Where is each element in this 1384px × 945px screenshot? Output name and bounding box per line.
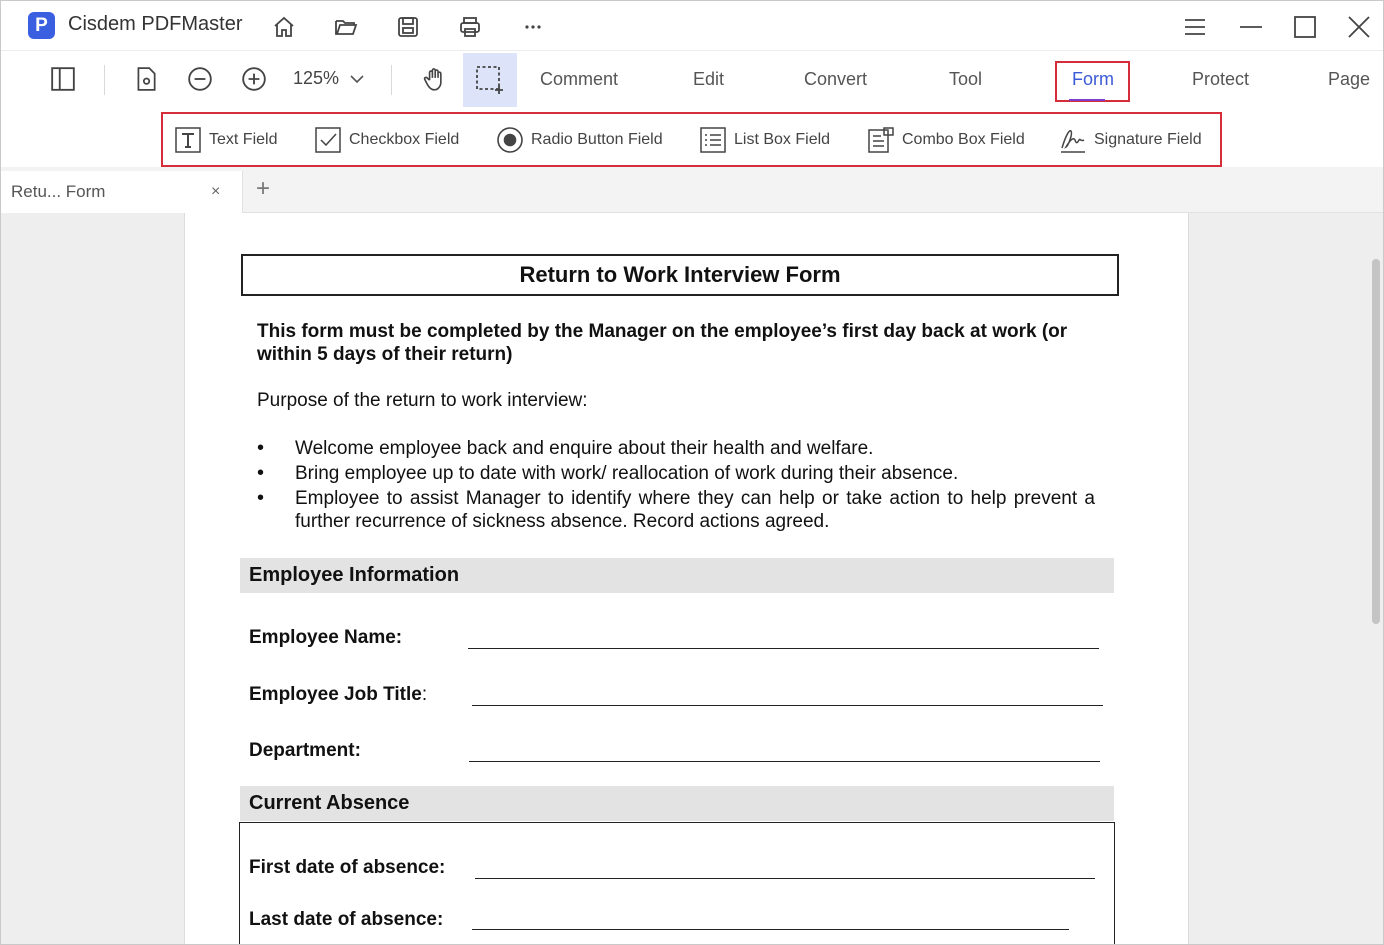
list-item: • Bring employee up to date with work/ reallocation of work during their absence. <box>257 462 1095 485</box>
intro-text: This form must be completed by the Manager on the employee’s first day back at work (or within 5 days of their return) <box>257 321 1068 365</box>
radio-button-field-label: Radio Button Field <box>531 131 663 148</box>
selection-icon <box>475 65 505 95</box>
checkbox-field-icon <box>314 126 342 154</box>
signature-field-button[interactable] <box>1059 126 1202 154</box>
zoom-in-icon[interactable] <box>240 65 268 93</box>
list-box-field-label: List Box Field <box>734 131 831 148</box>
tab-comment[interactable]: Comment <box>540 69 619 89</box>
signature-field-label: Signature Field <box>1094 131 1202 148</box>
close-tab-icon[interactable]: × <box>211 183 221 200</box>
employee-job-title-field[interactable] <box>472 705 1103 706</box>
tab-convert[interactable]: Convert <box>804 69 868 89</box>
purpose-list <box>257 437 1095 535</box>
save-icon[interactable] <box>395 14 421 40</box>
form-tools-bar <box>1 109 1384 167</box>
tab-tool[interactable]: Tool <box>949 69 983 89</box>
radio-button-field-icon <box>496 126 524 154</box>
section-current-absence: Current Absence <box>240 786 1114 821</box>
pdf-page <box>184 213 1189 945</box>
zoom-level-select[interactable]: 125% <box>293 68 340 88</box>
more-icon[interactable] <box>520 14 546 40</box>
title-bar <box>1 1 1384 51</box>
app-logo: P <box>28 12 55 39</box>
active-tab-underline <box>1069 99 1105 101</box>
zoom-out-icon[interactable] <box>186 65 214 93</box>
checkbox-field-button[interactable] <box>314 126 459 154</box>
purpose-text: Purpose of the return to work interview: <box>257 390 588 411</box>
employee-name-label: Employee Name: <box>249 627 403 648</box>
vertical-scrollbar[interactable] <box>1372 259 1380 624</box>
tab-page[interactable]: Page <box>1328 69 1371 89</box>
open-folder-icon[interactable] <box>333 14 359 40</box>
hamburger-menu-icon[interactable] <box>1181 13 1209 41</box>
employee-job-title-text: Employee Job Title <box>249 684 422 705</box>
first-date-field[interactable] <box>475 878 1095 879</box>
hand-tool-icon[interactable] <box>421 65 449 93</box>
last-date-label: Last date of absence: <box>249 909 444 930</box>
document-tab[interactable] <box>1 171 243 213</box>
list-box-field-button[interactable] <box>699 126 830 154</box>
list-box-field-icon <box>699 126 727 154</box>
text-field-button[interactable] <box>174 126 277 154</box>
text-field-icon <box>174 126 202 154</box>
department-label: Department: <box>249 740 361 761</box>
home-icon[interactable] <box>271 14 297 40</box>
employee-job-title-colon: : <box>421 684 428 705</box>
toolbar-divider <box>391 65 392 95</box>
combo-box-field-label: Combo Box Field <box>902 131 1025 148</box>
tab-protect[interactable]: Protect <box>1192 69 1250 89</box>
list-item: • Employee to assist Manager to identify where they can help or take action to help prevent a further recurrence of sickness absence. Record actions agreed. <box>257 487 1095 533</box>
first-date-label: First date of absence: <box>249 857 446 878</box>
signature-field-icon <box>1059 126 1087 154</box>
radio-button-field-button[interactable] <box>496 126 663 154</box>
toolbar-divider <box>104 65 105 95</box>
combo-box-field-icon <box>867 126 895 154</box>
employee-name-field[interactable] <box>468 648 1099 649</box>
document-tab-label: Retu... Form <box>11 182 106 201</box>
text-field-label: Text Field <box>209 131 278 148</box>
print-icon[interactable] <box>457 14 483 40</box>
chevron-down-icon[interactable] <box>350 71 364 89</box>
last-date-field[interactable] <box>472 929 1069 930</box>
tab-edit[interactable]: Edit <box>693 69 725 89</box>
form-title: Return to Work Interview Form <box>241 254 1119 296</box>
document-tab-strip <box>1 167 1384 213</box>
close-window-icon[interactable] <box>1345 13 1373 41</box>
minimize-icon[interactable] <box>1237 13 1265 41</box>
app-title: Cisdem PDFMaster <box>68 13 243 35</box>
list-item: • Welcome employee back and enquire about their health and welfare. <box>257 437 1095 460</box>
add-tab-icon[interactable]: + <box>256 175 271 202</box>
employee-job-title-label <box>249 684 427 706</box>
select-tool-button[interactable] <box>463 53 517 107</box>
document-viewer[interactable] <box>1 213 1384 945</box>
maximize-icon[interactable] <box>1291 13 1319 41</box>
page-settings-icon[interactable] <box>132 65 160 93</box>
sidebar-toggle-icon[interactable] <box>49 65 77 93</box>
tab-form[interactable]: Form <box>1072 69 1114 89</box>
main-toolbar <box>1 51 1384 109</box>
section-employee-information: Employee Information <box>240 558 1114 593</box>
combo-box-field-button[interactable] <box>867 126 1025 154</box>
department-field[interactable] <box>469 761 1100 762</box>
checkbox-field-label: Checkbox Field <box>349 131 460 148</box>
